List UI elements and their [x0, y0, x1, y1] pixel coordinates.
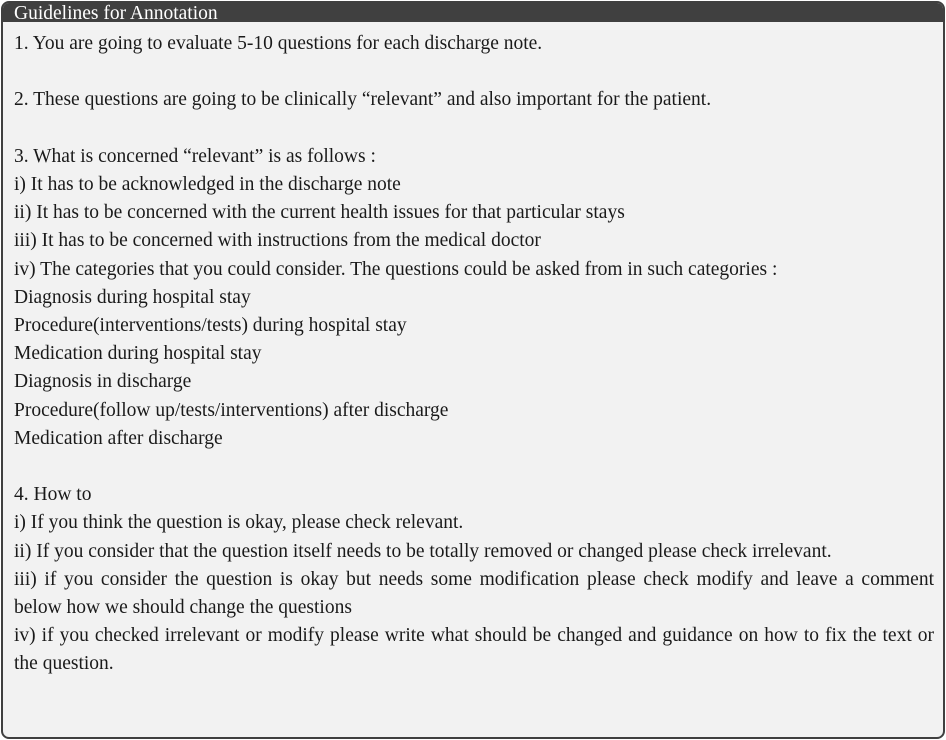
- guidelines-box: [1, 1, 945, 739]
- guideline-3-item: iv) The categories that you could consider. The questions could be asked from in such categories :: [14, 258, 778, 280]
- category-item: Medication during hospital stay: [14, 343, 262, 365]
- category-item: Procedure(interventions/tests) during hospital stay: [14, 315, 407, 336]
- guideline-3-item: ii) It has to be concerned with the current health issues for that particular stays: [14, 202, 625, 224]
- guideline-4-item: iii) if you consider the question is okay but needs some modification please check modify and leave a comment below how we should change the questions: [14, 568, 934, 619]
- paragraph-gap: [14, 58, 934, 86]
- category-item: Medication after discharge: [14, 427, 223, 449]
- category-item: Procedure(follow up/tests/interventions) after discharge: [14, 399, 449, 421]
- guideline-4-item: iv) if you checked irrelevant or modify please write what should be changed and guidance on how to fix the text or the question.: [14, 625, 934, 675]
- guideline-4-item: i) If you think the question is okay, please check relevant.: [14, 512, 464, 534]
- guideline-1: 1. You are going to evaluate 5-10 questions for each discharge note.: [14, 33, 543, 54]
- category-item: Diagnosis during hospital stay: [14, 286, 251, 308]
- guideline-3-item: i) It has to be acknowledged in the discharge note: [14, 173, 401, 195]
- paragraph-gap: [14, 453, 934, 481]
- guideline-3-heading: 3. What is concerned “relevant” is as follows :: [14, 145, 376, 167]
- guidelines-body: [3, 22, 943, 679]
- category-item: Diagnosis in discharge: [14, 371, 192, 393]
- guidelines-title: Guidelines for Annotation: [3, 3, 943, 22]
- guideline-2: 2. These questions are going to be clinically “relevant” and also important for the patient.: [14, 89, 712, 111]
- guideline-4-heading: 4. How to: [14, 484, 92, 506]
- guideline-4-item: ii) If you consider that the question itself needs to be totally removed or changed please check irrelevant.: [14, 540, 832, 562]
- paragraph-gap: [14, 115, 934, 143]
- guideline-3-item: iii) It has to be concerned with instructions from the medical doctor: [14, 230, 541, 252]
